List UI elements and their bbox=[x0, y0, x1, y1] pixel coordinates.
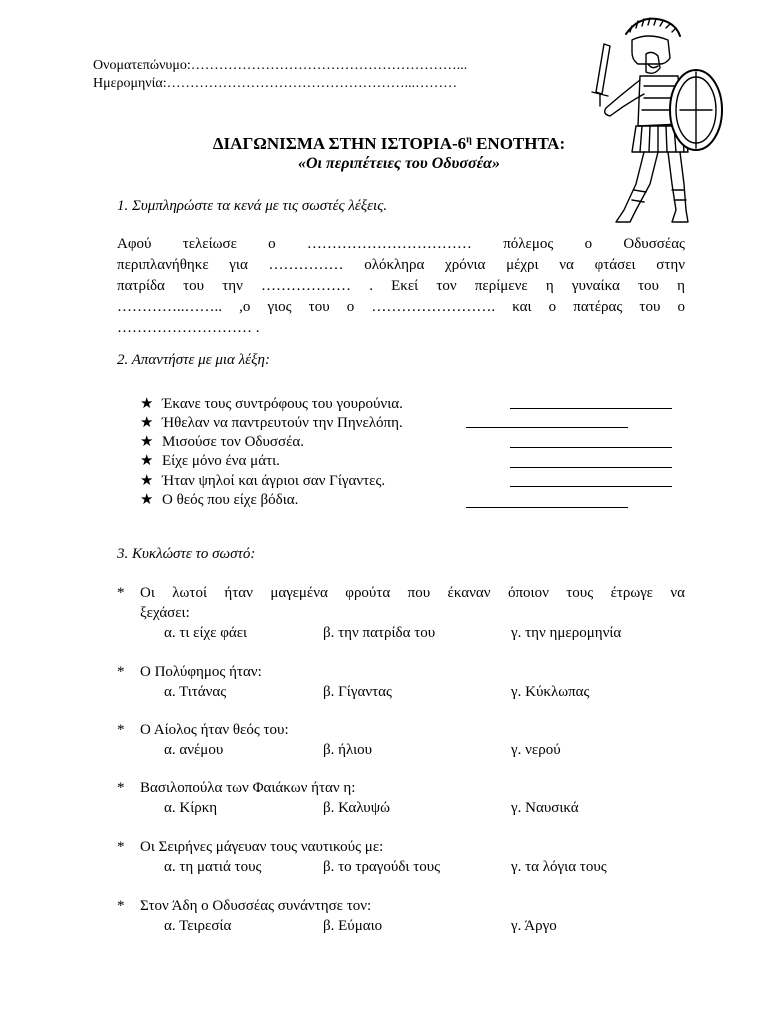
mc-question-text: Ο Πολύφημος ήταν: bbox=[140, 664, 262, 680]
option-b[interactable]: β. Γίγαντας bbox=[323, 684, 392, 700]
option-b[interactable]: β. Καλυψώ bbox=[323, 800, 390, 816]
question-3-prompt: 3. Κυκλώστε το σωστό: bbox=[117, 546, 256, 562]
option-b[interactable]: β. Εύμαιο bbox=[323, 918, 383, 934]
option-a[interactable]: α. ανέμου bbox=[164, 742, 224, 758]
star-icon: ★ bbox=[140, 434, 154, 450]
option-c[interactable]: γ. τα λόγια τους bbox=[511, 859, 607, 875]
star-icon: ★ bbox=[140, 492, 154, 508]
paragraph-line: Αφού τελείωσε ο …………………………… πόλεμος ο Οδυσσέας bbox=[117, 236, 685, 252]
bullet-icon: * bbox=[117, 664, 125, 680]
option-b[interactable]: β. το τραγούδι τους bbox=[323, 859, 441, 875]
answer-line[interactable] bbox=[510, 486, 672, 487]
option-b[interactable]: β. την πατρίδα του bbox=[323, 625, 436, 641]
date-field-label: Ημερομηνία:……………………………………………...……… bbox=[93, 76, 458, 91]
answer-item: ★ Είχε μόνο ένα μάτι. bbox=[140, 453, 280, 469]
mc-question-text: Ο Αίολος ήταν θεός του: bbox=[140, 722, 289, 738]
answer-item: ★ Ήταν ψηλοί και άγριοι σαν Γίγαντες. bbox=[140, 473, 386, 489]
bullet-icon: * bbox=[117, 585, 125, 601]
bullet-icon: * bbox=[117, 898, 125, 914]
paragraph-line: περιπλανήθηκε για …………… ολόκληρα χρόνια μέχρι να φτάσει στην bbox=[117, 257, 685, 273]
option-a[interactable]: α. Κίρκη bbox=[164, 800, 218, 816]
answer-line[interactable] bbox=[510, 447, 672, 448]
paragraph-line: πατρίδα του την ……………… . Εκεί τον περίμενε η γυναίκα του η bbox=[117, 278, 685, 294]
option-c[interactable]: γ. Κύκλωπας bbox=[511, 684, 590, 700]
answer-item: ★ Ήθελαν να παντρευτούν την Πηνελόπη. bbox=[140, 415, 403, 431]
paragraph-line: …………..…….. ,ο γιος του ο ……………………. και ο πατέρας του ο bbox=[117, 299, 685, 315]
star-icon: ★ bbox=[140, 415, 154, 431]
option-c[interactable]: γ. νερού bbox=[511, 742, 561, 758]
answer-line[interactable] bbox=[466, 427, 628, 428]
question-1-prompt: 1. Συμπληρώστε τα κενά με τις σωστές λέξεις. bbox=[117, 198, 388, 214]
bullet-icon: * bbox=[117, 722, 125, 738]
answer-line[interactable] bbox=[510, 408, 672, 409]
mc-question-text: Οι Σειρήνες μάγευαν τους ναυτικούς με: bbox=[140, 839, 384, 855]
star-icon: ★ bbox=[140, 473, 154, 489]
option-a[interactable]: α. Τειρεσία bbox=[164, 918, 232, 934]
mc-question-text: Βασιλοπούλα των Φαιάκων ήταν η: bbox=[140, 780, 356, 796]
question-1-paragraph bbox=[117, 236, 685, 341]
answer-line[interactable] bbox=[466, 507, 628, 508]
option-a[interactable]: α. τι είχε φάει bbox=[164, 625, 248, 641]
bullet-icon: * bbox=[117, 780, 125, 796]
page-title: ΔΙΑΓΩΝΙΣΜΑ ΣΤΗΝ ΙΣΤΟΡΙΑ-$6^\eta$ ΕΝΟΤΗΤΑ: bbox=[212, 134, 566, 153]
question-2-prompt: 2. Απαντήστε με μια λέξη: bbox=[117, 352, 270, 368]
greek-warrior-illustration bbox=[588, 14, 728, 230]
paragraph-line: ……………………… . bbox=[117, 320, 260, 336]
mc-question-text: Στον Άδη ο Οδυσσέας συνάντησε τον: bbox=[140, 898, 372, 914]
star-icon: ★ bbox=[140, 453, 154, 469]
option-c[interactable]: γ. Άργο bbox=[511, 918, 557, 934]
option-a[interactable]: α. τη ματιά τους bbox=[164, 859, 262, 875]
answer-item: ★ Μισούσε τον Οδυσσέα. bbox=[140, 434, 304, 450]
answer-item: ★ Ο θεός που είχε βόδια. bbox=[140, 492, 299, 508]
option-b[interactable]: β. ήλιου bbox=[323, 742, 373, 758]
option-a[interactable]: α. Τιτάνας bbox=[164, 684, 227, 700]
option-c[interactable]: γ. Ναυσικά bbox=[511, 800, 579, 816]
mc-question-text: Οι λωτοί ήταν μαγεμένα φρούτα που έκαναν όποιον τους έτρωγε να ξεχάσει: bbox=[140, 585, 685, 621]
option-c[interactable]: γ. την ημερομηνία bbox=[511, 625, 622, 641]
page-subtitle: «Οι περιπέτειες του Οδυσσέα» bbox=[297, 155, 501, 172]
name-field-label: Ονοματεπώνυμο:…………………………………………………... bbox=[93, 58, 468, 73]
answer-line[interactable] bbox=[510, 467, 672, 468]
answer-item: ★ Έκανε τους συντρόφους του γουρούνια. bbox=[140, 396, 403, 412]
star-icon: ★ bbox=[140, 396, 154, 412]
bullet-icon: * bbox=[117, 839, 125, 855]
